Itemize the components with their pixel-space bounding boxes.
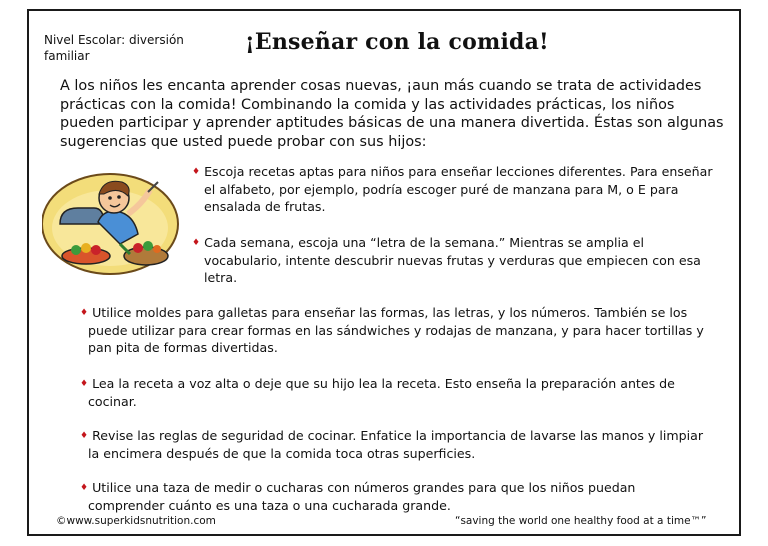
tip-item: ♦ Utilice una taza de medir o cucharas con números grandes para que los niños puedan comprender cuánto es una taza o una cucharada grande.	[80, 480, 636, 513]
page-title: ¡Enseñar con la comida!	[245, 29, 549, 55]
slogan-text: “saving the world one healthy food at a time™”	[455, 515, 707, 527]
bullet-icon: ♦	[80, 308, 89, 318]
bullet-icon: ♦	[80, 379, 89, 389]
website-link[interactable]: ©www.superkidsnutrition.com	[56, 515, 216, 527]
tip-item: ♦ Lea la receta a voz alta o deje que su hijo lea la receta. Esto enseña la preparación antes de cocinar.	[80, 376, 675, 409]
bullet-icon: ♦	[192, 167, 201, 177]
tip-item: ♦ Escoja recetas aptas para niños para enseñar lecciones diferentes. Para enseñar el alfabeto, por ejemplo, podría escoger puré de manzana para M, o E para ensalada de frutas.	[192, 164, 713, 214]
bullet-icon: ♦	[80, 483, 89, 493]
tip-item: ♦ Utilice moldes para galletas para enseñar las formas, las letras, y los números. También se los puede utilizar para crear formas en las sándwiches y rodajas de manzana, y para hacer tortillas y pan pita de formas divertidas.	[80, 305, 704, 355]
bullet-icon: ♦	[80, 431, 89, 441]
child-cooking-illustration	[42, 164, 187, 279]
bullet-icon: ♦	[192, 238, 201, 248]
tip-item: ♦ Cada semana, escoja una “letra de la semana.” Mientras se amplia el vocabulario, intente descubrir nuevas frutas y verduras que empiecen con esa letra.	[192, 235, 701, 285]
tip-item: ♦ Revise las reglas de seguridad de cocinar. Enfatice la importancia de lavarse las manos y limpiar la encimera después de que la comida toca otras superficies.	[80, 428, 704, 461]
intro-paragraph: A los niños les encanta aprender cosas nuevas, ¡aun más cuando se trata de actividades prácticas con la comida! Combinando la comida y las actividades prácticas, los niños pueden participar y aprender aptitudes básicas de una manera divertida. Éstas son algunas sugerencias que usted puede probar con sus hijos:	[60, 78, 724, 150]
grade-level-label: Nivel Escolar: diversión familiar	[44, 33, 184, 63]
